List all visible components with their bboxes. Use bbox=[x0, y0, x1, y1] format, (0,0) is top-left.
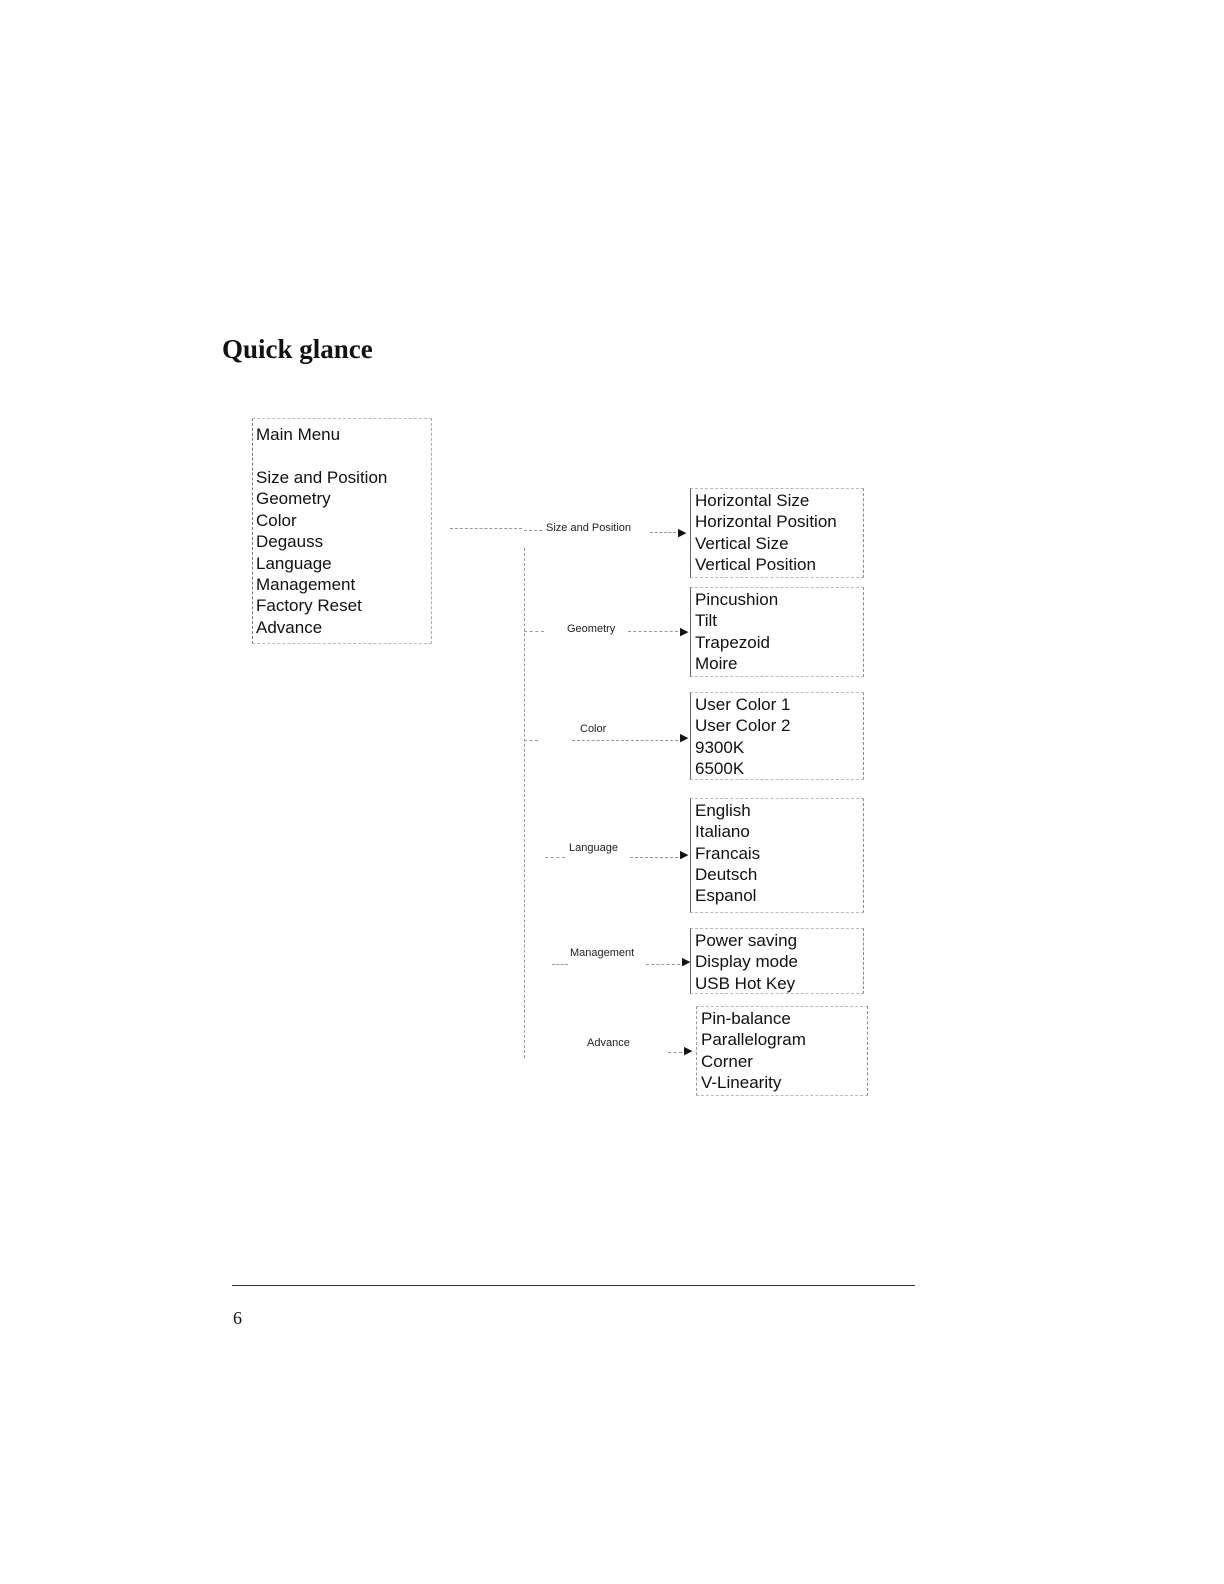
main-menu-box bbox=[252, 418, 432, 644]
page-number: 6 bbox=[233, 1308, 242, 1328]
connector-line-geometry bbox=[524, 631, 544, 632]
connector-line-language bbox=[545, 857, 565, 858]
main-menu-list bbox=[256, 467, 387, 638]
submenu-box-language bbox=[690, 798, 864, 913]
main-menu-item-color: Color bbox=[256, 510, 297, 530]
main-menu-item-language: Language bbox=[256, 553, 332, 573]
submenu-item-parallelogram: Parallelogram bbox=[701, 1030, 806, 1050]
submenu-item-user-color-2: User Color 2 bbox=[695, 716, 791, 736]
submenu-label-advance: Advance bbox=[587, 1037, 630, 1049]
submenu-item-trapezoid: Trapezoid bbox=[695, 632, 770, 652]
submenu-item-horizontal-position: Horizontal Position bbox=[695, 512, 837, 532]
submenu-box-advance bbox=[696, 1006, 868, 1096]
main-menu-item-size-and-position: Size and Position bbox=[256, 468, 388, 487]
submenu-item-v-linearity: V-Linearity bbox=[701, 1072, 782, 1092]
submenu-label-size-and-position: Size and Position bbox=[546, 522, 631, 534]
footer-rule bbox=[232, 1285, 915, 1286]
submenu-box-management bbox=[690, 928, 864, 994]
main-connector-line bbox=[450, 528, 522, 529]
connector-line-color bbox=[524, 740, 538, 741]
connector-tick-color bbox=[572, 740, 678, 741]
submenu-item-pin-balance: Pin-balance bbox=[701, 1009, 791, 1028]
submenu-item-moire: Moire bbox=[695, 653, 738, 673]
main-menu-item-management: Management bbox=[256, 575, 356, 595]
submenu-label-geometry: Geometry bbox=[567, 623, 616, 635]
arrow-icon: ▶ bbox=[680, 732, 689, 744]
submenu-box-geometry bbox=[690, 587, 864, 677]
submenu-label-management: Management bbox=[570, 947, 635, 959]
submenu-label-language: Language bbox=[569, 842, 618, 854]
main-menu-title: Main Menu bbox=[256, 425, 341, 444]
connector-tick-geometry bbox=[628, 631, 678, 632]
submenu-item-usb-hot-key: USB Hot Key bbox=[695, 973, 796, 993]
submenu-item-vertical-size: Vertical Size bbox=[695, 533, 789, 553]
submenu-item-user-color-1: User Color 1 bbox=[695, 695, 791, 714]
arrow-icon: ▶ bbox=[682, 956, 691, 968]
submenu-item-horizontal-size: Horizontal Size bbox=[695, 491, 810, 510]
submenu-item-pincushion: Pincushion bbox=[695, 590, 779, 609]
main-menu-item-geometry: Geometry bbox=[256, 489, 331, 509]
arrow-icon: ▶ bbox=[680, 626, 689, 638]
submenu-item-francais: Francais bbox=[695, 843, 761, 863]
main-menu-item-advance: Advance bbox=[256, 617, 323, 637]
submenu-item-italiano: Italiano bbox=[695, 822, 750, 842]
connector-tick-advance bbox=[668, 1052, 682, 1053]
arrow-icon: ▶ bbox=[678, 527, 687, 539]
submenu-item-display-mode: Display mode bbox=[695, 952, 798, 972]
submenu-item-corner: Corner bbox=[701, 1051, 753, 1071]
submenu-item-english: English bbox=[695, 801, 751, 820]
connector-tick-language bbox=[630, 857, 678, 858]
submenu-item-9300k: 9300K bbox=[695, 737, 745, 757]
arrow-icon: ▶ bbox=[680, 849, 689, 861]
connector-line-management bbox=[552, 964, 568, 965]
page-title: Quick glance bbox=[222, 334, 373, 364]
connector-spine bbox=[524, 548, 525, 1058]
submenu-label-color: Color bbox=[580, 723, 607, 735]
submenu-item-vertical-position: Vertical Position bbox=[695, 554, 816, 574]
submenu-item-espanol: Espanol bbox=[695, 886, 757, 906]
main-menu-item-factory-reset: Factory Reset bbox=[256, 596, 362, 616]
submenu-item-6500k: 6500K bbox=[695, 758, 745, 778]
submenu-box-color bbox=[690, 692, 864, 780]
submenu-item-tilt: Tilt bbox=[695, 611, 718, 631]
connector-line-size-and-position bbox=[524, 530, 542, 531]
arrow-icon: ▶ bbox=[684, 1045, 693, 1057]
connector-tick-size-and-position bbox=[650, 532, 676, 533]
connector-tick-management bbox=[646, 964, 680, 965]
main-menu-item-degauss: Degauss bbox=[256, 532, 324, 552]
submenu-item-deutsch: Deutsch bbox=[695, 864, 758, 884]
submenu-item-power-saving: Power saving bbox=[695, 931, 798, 950]
submenu-box-size-and-position bbox=[690, 488, 864, 578]
